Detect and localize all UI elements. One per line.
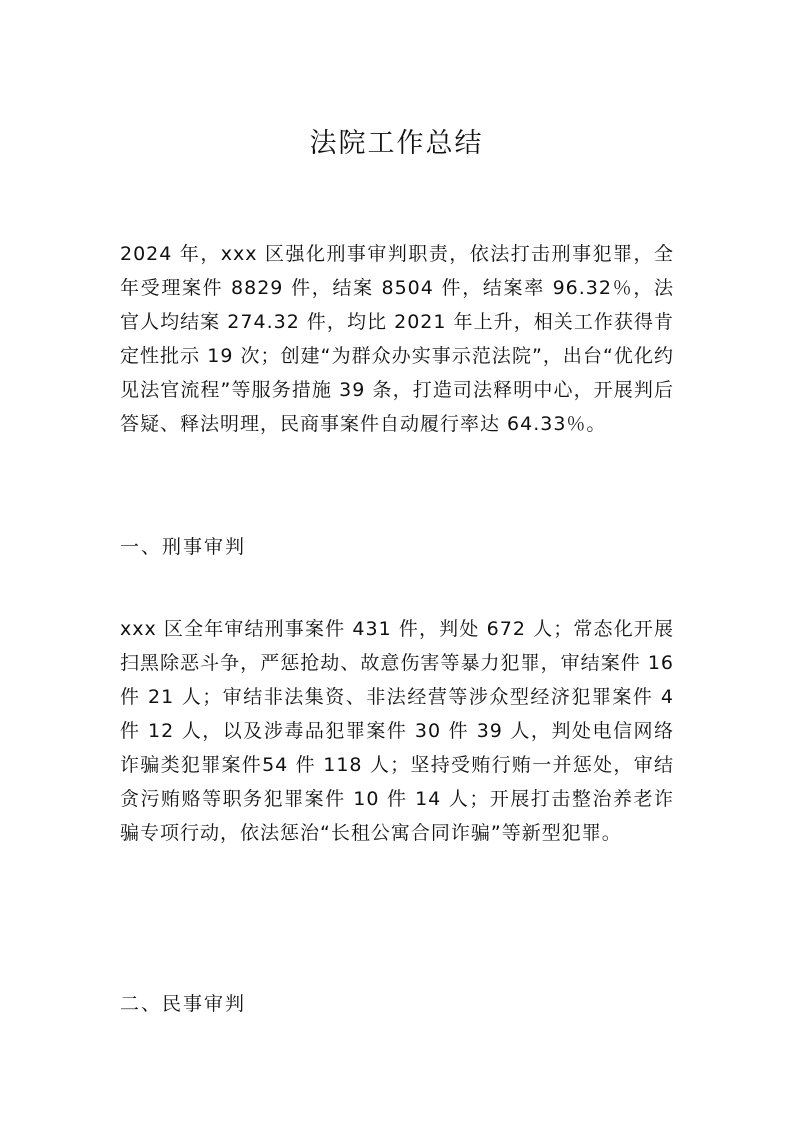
section-body-criminal: xxx 区全年审结刑事案件 431 件，判处 672 人；常态化开展扫黑除恶斗争，严惩抢劫、故意伤害等暴力犯罪，审结案件 16 件 21 人；审结非法集资、非法经营等涉众型经济犯罪案件 4 件 12 人，以及涉毒品犯罪案件 30 件 39 人，判处电信网络诈骗类犯罪案件54 件 118 人；坚持受贿行贿一并惩处，审结贪污贿赂等职务犯罪案件 10 件 14 人；开展打击整治养老诈骗专项行动，依法惩治“长租公寓合同诈骗”等新型犯罪。: [120, 618, 674, 844]
document-title: 法院工作总结: [309, 128, 484, 159]
intro-paragraph: 2024 年，xxx 区强化刑事审判职责，依法打击刑事犯罪，全年受理案件 8829 件，结案 8504 件，结案率 96.32％，法官人均结案 274.32 件，均比 2021 年上升，相关工作获得肯定性批示 19 次；创建“为群众办实事示范法院”，出台“优化约见法官流程”等服务措施 39 条，打造司法释明中心，开展判后答疑、释法明理，民商事案件自动履行率达 64.33％。: [120, 243, 674, 435]
section-heading-criminal: 一、刑事审判: [120, 536, 247, 558]
section-heading-civil: 二、民事审判: [120, 993, 247, 1015]
